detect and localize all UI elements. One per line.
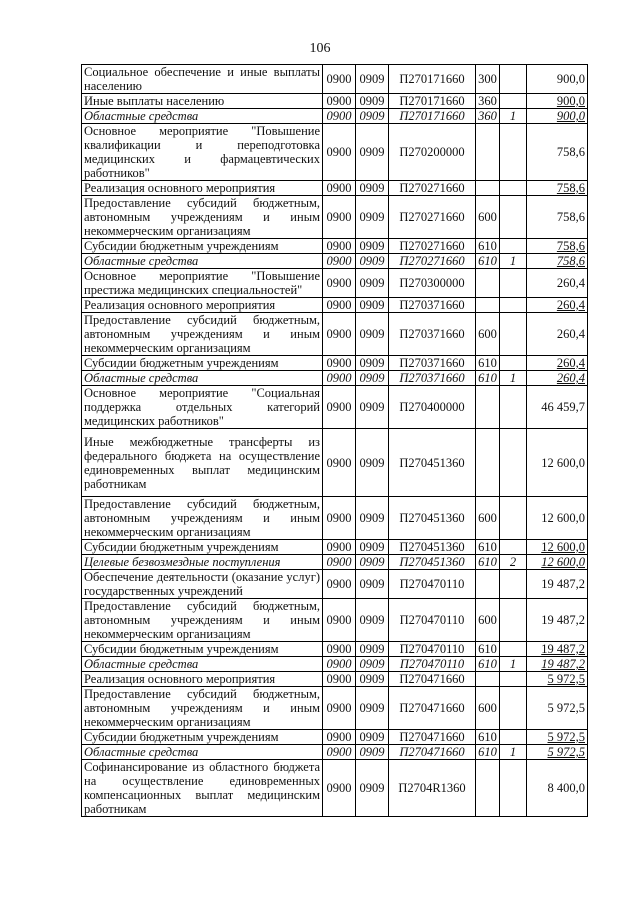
table-cell-target-code: П270271660 <box>389 196 476 239</box>
table-cell-subsection: 0909 <box>356 356 389 371</box>
table-cell-subsection: 0909 <box>356 269 389 298</box>
table-row <box>82 599 588 642</box>
table-row <box>82 94 588 109</box>
table-cell-subsection: 0909 <box>356 65 389 94</box>
table-row <box>82 687 588 730</box>
table-cell-section: 0900 <box>323 239 356 254</box>
table-cell-section: 0900 <box>323 555 356 570</box>
table-cell-amount: 12 600,0 <box>527 497 588 540</box>
table-cell-expense-type: 610 <box>476 371 500 386</box>
table-row <box>82 386 588 429</box>
table-cell-section: 0900 <box>323 386 356 429</box>
table-cell-amount: 12 600,0 <box>527 555 588 570</box>
table-cell-subsection: 0909 <box>356 94 389 109</box>
table-cell-name: Основное мероприятие "Повышение квалификации и переподготовка медицинских и фармацевтических работников" <box>82 124 323 181</box>
table-row <box>82 657 588 672</box>
table-cell-section: 0900 <box>323 298 356 313</box>
table-cell-source <box>500 298 527 313</box>
table-cell-amount: 8 400,0 <box>527 760 588 817</box>
table-cell-name: Субсидии бюджетным учреждениям <box>82 239 323 254</box>
table-cell-expense-type <box>476 429 500 497</box>
table-cell-name: Иные выплаты населению <box>82 94 323 109</box>
table-cell-name: Основное мероприятие "Социальная поддержка отдельных категорий медицинских работников" <box>82 386 323 429</box>
table-cell-section: 0900 <box>323 745 356 760</box>
table-cell-target-code: П270300000 <box>389 269 476 298</box>
table-row <box>82 540 588 555</box>
table-cell-section: 0900 <box>323 672 356 687</box>
table-cell-section: 0900 <box>323 181 356 196</box>
table-cell-expense-type: 600 <box>476 196 500 239</box>
table-cell-source <box>500 124 527 181</box>
table-row <box>82 254 588 269</box>
table-row <box>82 760 588 817</box>
table-cell-amount: 900,0 <box>527 65 588 94</box>
table-row <box>82 181 588 196</box>
table-cell-expense-type <box>476 386 500 429</box>
table-cell-amount: 260,4 <box>527 371 588 386</box>
table-cell-name: Реализация основного мероприятия <box>82 298 323 313</box>
table-cell-section: 0900 <box>323 356 356 371</box>
table-cell-subsection: 0909 <box>356 599 389 642</box>
table-cell-source: 2 <box>500 555 527 570</box>
table-cell-target-code: П270200000 <box>389 124 476 181</box>
table-cell-amount: 758,6 <box>527 239 588 254</box>
table-cell-name: Субсидии бюджетным учреждениям <box>82 730 323 745</box>
table-cell-section: 0900 <box>323 65 356 94</box>
table-cell-subsection: 0909 <box>356 760 389 817</box>
table-cell-expense-type: 610 <box>476 254 500 269</box>
table-cell-source <box>500 687 527 730</box>
table-cell-source: 1 <box>500 254 527 269</box>
table-cell-subsection: 0909 <box>356 181 389 196</box>
table-cell-section: 0900 <box>323 657 356 672</box>
table-row <box>82 672 588 687</box>
table-cell-name: Областные средства <box>82 109 323 124</box>
table-cell-section: 0900 <box>323 760 356 817</box>
table-cell-section: 0900 <box>323 730 356 745</box>
table-cell-amount: 5 972,5 <box>527 730 588 745</box>
table-cell-expense-type <box>476 298 500 313</box>
table-row <box>82 497 588 540</box>
table-cell-source <box>500 94 527 109</box>
table-cell-subsection: 0909 <box>356 239 389 254</box>
table-cell-source <box>500 196 527 239</box>
table-row <box>82 555 588 570</box>
table-cell-source <box>500 540 527 555</box>
table-cell-source <box>500 386 527 429</box>
table-cell-amount: 46 459,7 <box>527 386 588 429</box>
table-cell-source <box>500 181 527 196</box>
table-cell-target-code: П270470110 <box>389 642 476 657</box>
table-cell-section: 0900 <box>323 687 356 730</box>
table-cell-expense-type: 610 <box>476 555 500 570</box>
table-cell-name: Областные средства <box>82 657 323 672</box>
table-cell-expense-type: 600 <box>476 497 500 540</box>
table-cell-expense-type <box>476 672 500 687</box>
budget-table-body <box>82 65 588 817</box>
table-cell-expense-type <box>476 269 500 298</box>
table-cell-target-code: П270371660 <box>389 356 476 371</box>
table-cell-expense-type: 300 <box>476 65 500 94</box>
table-cell-amount: 758,6 <box>527 196 588 239</box>
table-cell-source <box>500 65 527 94</box>
table-cell-amount: 900,0 <box>527 94 588 109</box>
table-cell-amount: 12 600,0 <box>527 540 588 555</box>
table-cell-expense-type: 360 <box>476 109 500 124</box>
table-cell-source: 1 <box>500 109 527 124</box>
table-cell-target-code: П270271660 <box>389 181 476 196</box>
table-cell-amount: 12 600,0 <box>527 429 588 497</box>
table-cell-expense-type <box>476 181 500 196</box>
table-cell-amount: 758,6 <box>527 254 588 269</box>
table-cell-section: 0900 <box>323 642 356 657</box>
table-cell-source <box>500 356 527 371</box>
table-cell-name: Реализация основного мероприятия <box>82 672 323 687</box>
table-cell-subsection: 0909 <box>356 109 389 124</box>
table-cell-subsection: 0909 <box>356 642 389 657</box>
table-cell-target-code: П270271660 <box>389 254 476 269</box>
table-cell-subsection: 0909 <box>356 196 389 239</box>
budget-table <box>81 64 588 817</box>
table-row <box>82 124 588 181</box>
table-row <box>82 196 588 239</box>
table-cell-target-code: П270471660 <box>389 730 476 745</box>
table-cell-source <box>500 239 527 254</box>
table-cell-expense-type: 600 <box>476 687 500 730</box>
table-cell-source: 1 <box>500 745 527 760</box>
table-cell-name: Предоставление субсидий бюджетным, автономным учреждениям и иным некоммерческим организациям <box>82 599 323 642</box>
table-cell-expense-type: 610 <box>476 657 500 672</box>
table-row <box>82 356 588 371</box>
table-cell-name: Предоставление субсидий бюджетным, автономным учреждениям и иным некоммерческим организациям <box>82 497 323 540</box>
table-cell-target-code: П270400000 <box>389 386 476 429</box>
table-cell-source <box>500 760 527 817</box>
table-row <box>82 313 588 356</box>
table-cell-name: Областные средства <box>82 745 323 760</box>
table-cell-subsection: 0909 <box>356 429 389 497</box>
table-cell-name: Предоставление субсидий бюджетным, автономным учреждениям и иным некоммерческим организациям <box>82 687 323 730</box>
table-cell-source <box>500 570 527 599</box>
table-cell-section: 0900 <box>323 269 356 298</box>
table-cell-section: 0900 <box>323 124 356 181</box>
table-cell-expense-type: 610 <box>476 730 500 745</box>
table-cell-target-code: П2704R1360 <box>389 760 476 817</box>
table-cell-section: 0900 <box>323 599 356 642</box>
table-cell-name: Субсидии бюджетным учреждениям <box>82 356 323 371</box>
table-cell-expense-type <box>476 760 500 817</box>
table-cell-subsection: 0909 <box>356 386 389 429</box>
table-row <box>82 65 588 94</box>
table-cell-source <box>500 642 527 657</box>
table-cell-amount: 758,6 <box>527 181 588 196</box>
table-cell-name: Софинансирование из областного бюджета на осуществление единовременных компенсационных выплат медицинским работникам <box>82 760 323 817</box>
table-cell-name: Субсидии бюджетным учреждениям <box>82 642 323 657</box>
table-cell-name: Иные межбюджетные трансферты из федерального бюджета на осуществление единовременных выплат медицинским работникам <box>82 429 323 497</box>
table-cell-target-code: П270451360 <box>389 429 476 497</box>
table-cell-subsection: 0909 <box>356 313 389 356</box>
table-cell-expense-type: 600 <box>476 599 500 642</box>
table-cell-target-code: П270470110 <box>389 599 476 642</box>
table-cell-source <box>500 313 527 356</box>
table-cell-target-code: П270470110 <box>389 657 476 672</box>
table-cell-target-code: П270171660 <box>389 94 476 109</box>
table-row <box>82 730 588 745</box>
table-row <box>82 239 588 254</box>
table-row <box>82 570 588 599</box>
table-cell-amount: 260,4 <box>527 313 588 356</box>
table-cell-section: 0900 <box>323 497 356 540</box>
table-cell-expense-type: 610 <box>476 356 500 371</box>
table-cell-amount: 758,6 <box>527 124 588 181</box>
table-cell-source: 1 <box>500 371 527 386</box>
table-cell-subsection: 0909 <box>356 254 389 269</box>
table-cell-target-code: П270271660 <box>389 239 476 254</box>
table-cell-name: Целевые безвозмездные поступления <box>82 555 323 570</box>
table-row <box>82 642 588 657</box>
table-cell-target-code: П270371660 <box>389 313 476 356</box>
table-cell-expense-type: 610 <box>476 540 500 555</box>
table-cell-subsection: 0909 <box>356 124 389 181</box>
table-row <box>82 269 588 298</box>
table-cell-target-code: П270451360 <box>389 497 476 540</box>
table-row <box>82 371 588 386</box>
table-cell-name: Областные средства <box>82 371 323 386</box>
table-cell-name: Обеспечение деятельности (оказание услуг) государственных учреждений <box>82 570 323 599</box>
table-cell-section: 0900 <box>323 540 356 555</box>
table-cell-expense-type <box>476 124 500 181</box>
table-cell-subsection: 0909 <box>356 687 389 730</box>
table-cell-target-code: П270471660 <box>389 672 476 687</box>
table-cell-section: 0900 <box>323 371 356 386</box>
table-cell-expense-type: 360 <box>476 94 500 109</box>
table-cell-amount: 19 487,2 <box>527 657 588 672</box>
table-cell-section: 0900 <box>323 429 356 497</box>
table-cell-subsection: 0909 <box>356 371 389 386</box>
table-cell-target-code: П270471660 <box>389 745 476 760</box>
table-cell-amount: 900,0 <box>527 109 588 124</box>
table-cell-source: 1 <box>500 657 527 672</box>
table-cell-subsection: 0909 <box>356 657 389 672</box>
table-cell-subsection: 0909 <box>356 555 389 570</box>
table-cell-amount: 19 487,2 <box>527 642 588 657</box>
table-cell-amount: 260,4 <box>527 356 588 371</box>
page-number: 106 <box>309 41 331 56</box>
table-cell-target-code: П270371660 <box>389 298 476 313</box>
table-cell-target-code: П270451360 <box>389 540 476 555</box>
table-cell-source <box>500 730 527 745</box>
table-row <box>82 745 588 760</box>
table-cell-subsection: 0909 <box>356 672 389 687</box>
table-cell-name: Предоставление субсидий бюджетным, автономным учреждениям и иным некоммерческим организациям <box>82 196 323 239</box>
table-cell-subsection: 0909 <box>356 730 389 745</box>
table-cell-expense-type: 610 <box>476 239 500 254</box>
table-cell-name: Реализация основного мероприятия <box>82 181 323 196</box>
table-row <box>82 298 588 313</box>
table-cell-name: Основное мероприятие "Повышение престижа медицинских специальностей" <box>82 269 323 298</box>
table-row <box>82 429 588 497</box>
table-cell-target-code: П270371660 <box>389 371 476 386</box>
table-cell-source <box>500 497 527 540</box>
table-cell-amount: 19 487,2 <box>527 570 588 599</box>
table-cell-target-code: П270451360 <box>389 555 476 570</box>
table-cell-section: 0900 <box>323 109 356 124</box>
table-cell-name: Предоставление субсидий бюджетным, автономным учреждениям и иным некоммерческим организациям <box>82 313 323 356</box>
table-cell-subsection: 0909 <box>356 570 389 599</box>
table-cell-subsection: 0909 <box>356 540 389 555</box>
table-cell-name: Социальное обеспечение и иные выплаты населению <box>82 65 323 94</box>
table-cell-name: Субсидии бюджетным учреждениям <box>82 540 323 555</box>
table-cell-source <box>500 429 527 497</box>
table-cell-amount: 19 487,2 <box>527 599 588 642</box>
table-cell-source <box>500 672 527 687</box>
table-cell-name: Областные средства <box>82 254 323 269</box>
table-cell-section: 0900 <box>323 94 356 109</box>
table-cell-amount: 260,4 <box>527 269 588 298</box>
table-cell-expense-type <box>476 570 500 599</box>
table-cell-source <box>500 269 527 298</box>
table-cell-section: 0900 <box>323 254 356 269</box>
table-cell-amount: 5 972,5 <box>527 672 588 687</box>
table-cell-source <box>500 599 527 642</box>
table-cell-expense-type: 600 <box>476 313 500 356</box>
table-row <box>82 109 588 124</box>
table-cell-target-code: П270171660 <box>389 65 476 94</box>
table-cell-amount: 5 972,5 <box>527 745 588 760</box>
table-cell-subsection: 0909 <box>356 497 389 540</box>
table-cell-target-code: П270470110 <box>389 570 476 599</box>
table-cell-section: 0900 <box>323 313 356 356</box>
table-cell-amount: 260,4 <box>527 298 588 313</box>
table-cell-section: 0900 <box>323 570 356 599</box>
table-cell-target-code: П270471660 <box>389 687 476 730</box>
table-cell-target-code: П270171660 <box>389 109 476 124</box>
table-cell-section: 0900 <box>323 196 356 239</box>
table-cell-subsection: 0909 <box>356 298 389 313</box>
table-cell-subsection: 0909 <box>356 745 389 760</box>
table-cell-expense-type: 610 <box>476 745 500 760</box>
table-cell-expense-type: 610 <box>476 642 500 657</box>
table-cell-amount: 5 972,5 <box>527 687 588 730</box>
